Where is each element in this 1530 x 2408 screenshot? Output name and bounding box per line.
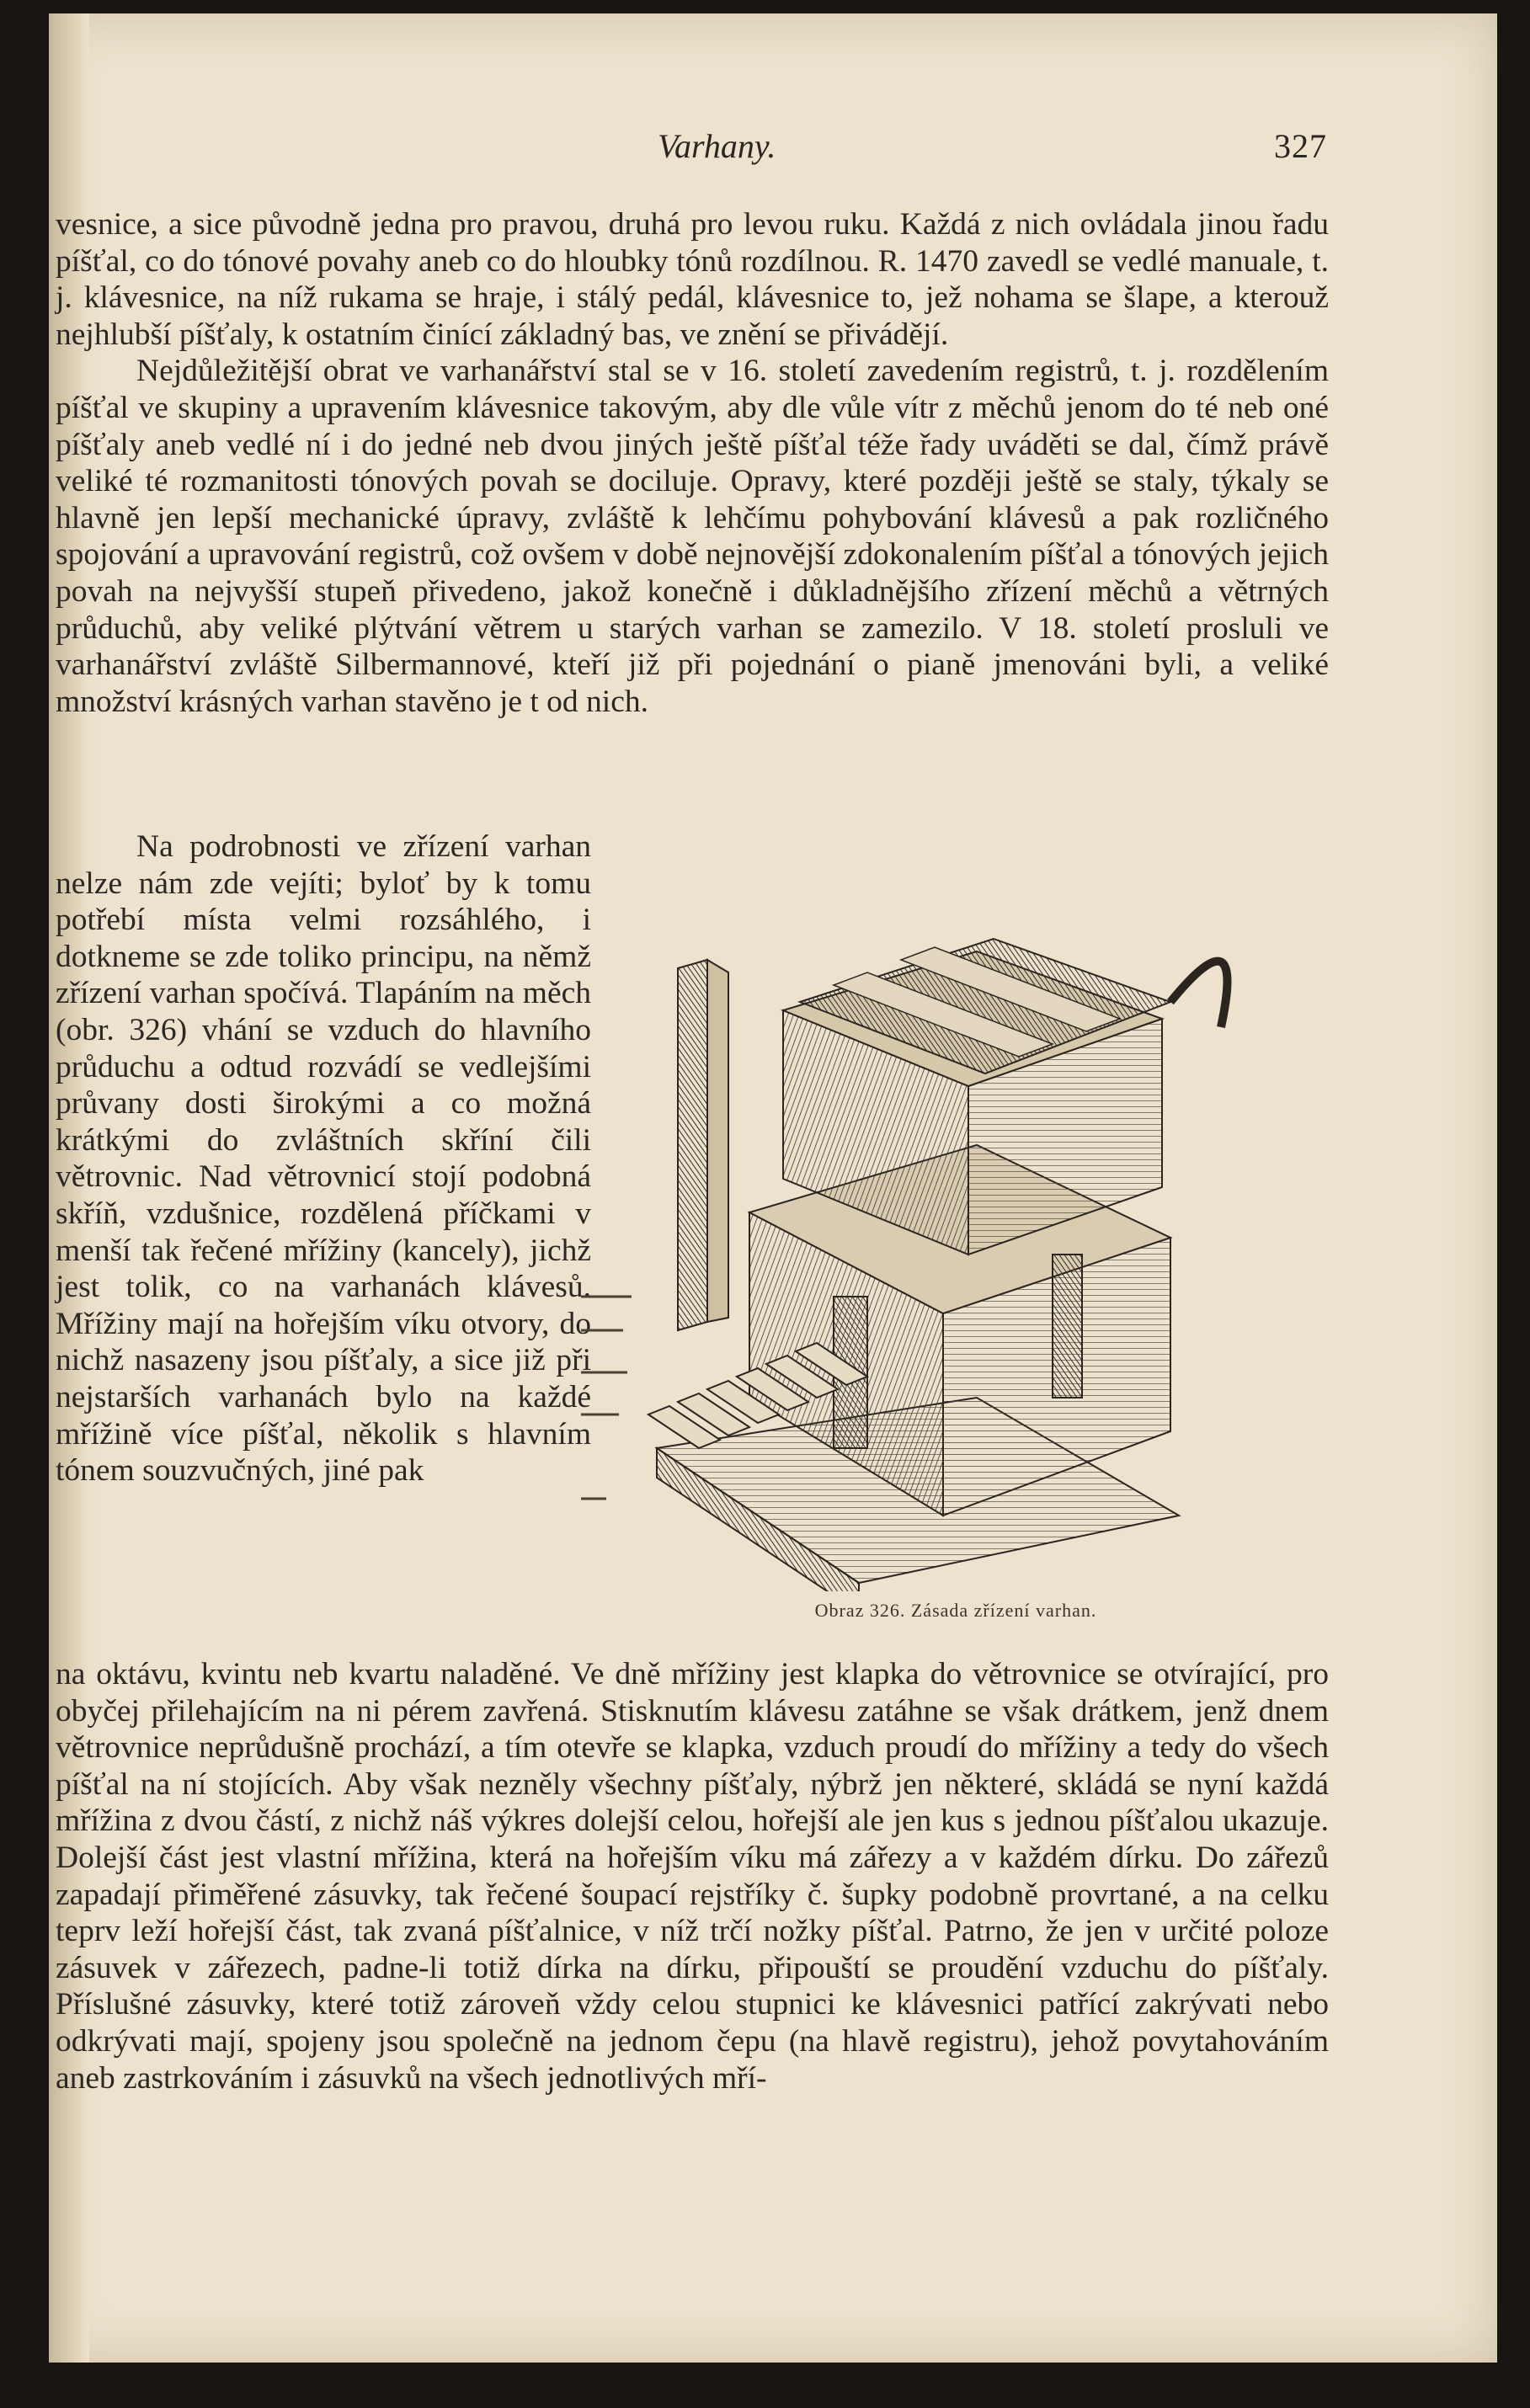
figure-caption: Obraz 326. Zásada zřízení varhan. <box>814 1600 1097 1621</box>
text-block-left-column <box>56 828 591 1489</box>
organ-windchest-icon <box>581 859 1330 1591</box>
page-header <box>56 126 1327 177</box>
page-number: 327 <box>1274 127 1327 165</box>
running-title: Varhany. <box>658 127 776 165</box>
paragraph-1: vesnice, a sice původně jedna pro pravou, druhá pro levou ruku. Každá z nich ovládala jinou řadu píšťal, co do tónové povahy aneb co do hloubky tónů rozdílnou. R. 1470 zavedl se vedlé manuale, t. j. klávesnice, na níž rukama se hraje, i stálý pedál, klávesnice to, jež nohama se šlape, a kterouž nejhlubší píšťaly, k ostatním činící základný bas, ve znění se přivádějí. <box>56 207 1329 352</box>
paragraph-2: Nejdůležitější obrat ve varhanářství stal se v 16. století zavedením registrů, t. j. rozdělením píšťal ve skupiny a upravením klávesnice takovým, aby dle vůle vítr z měchů jenom do té neb oné píšťaly aneb vedlé ní i do jedné neb dvou jiných ještě píšťal téže řady uváděti se dal, čímž právě veliké té rozmanitosti tónových povah se dociluje. Opravy, které později ještě se staly, týkaly se hlavně jen lepší mechanické úpravy, zvláště k lehčímu pohybování klávesů a pak rozličného spojování a upravování registrů, což ovšem v době nejnovější zdokonalením píšťal a tónových jejich povah na nejvyšší stupeň přivedeno, jakož konečně i důkladnějšího zřízení měchů a větrných průduchů, aby veliké plýtvání větrem u starých varhan se zamezilo. V 18. století prosluli ve varhanářství zvláště Silbermannové, kteří již při pojednání o pianě jmenováni byli, a veliké množství krásných varhan stavěno je t od nich. <box>56 354 1329 719</box>
text-block-bottom <box>56 1656 1329 2096</box>
text-block-top <box>56 206 1329 720</box>
paragraph-3-continued: na oktávu, kvintu neb kvartu naladěné. Ve dně mřížiny jest klapka do větrovnice se otvírající, pro obyčej přilehajícím na ni pérem zavřená. Stisknutím klávesu zatáhne se však drátkem, jenž dnem větrovnice neprůdušně prochází, a tím otevře se klapka, vzduch proudí do mřížiny a tedy do všech píšťal na ní stojících. Aby však nezněly všechny píšťaly, nýbrž jen některé, skládá se nyní každá mřížina z dvou částí, z nichž náš výkres dolejší celou, hořejší ale jen kus s jednou píšťalou ukazuje. Dolejší část jest vlastní mřížina, která na hořejším víku má zářezy a v každém dírku. Do zářezů zapadají přiměřené zásuvky, tak řečené šoupací rejstříky č. šupky podobně provrtané, a na celku teprv leží hořejší část, tak zvaná píšťalnice, v níž trčí nožky píšťal. Patrno, že jen v určité poloze zásuvek v zářezech, padne-li totiž dírka na dírku, připouští se proudění vzduchu do píšťaly. Příslušné zásuvky, které totiž zároveň vždy celou stupnici ke klávesnici patřící zakrývati nebo odkrývati mají, spojeny jsou společně na jednom čepu (na hlavě registru), jehož povytahováním aneb zastrkováním i zásuvků na všech jednotlivých mří- <box>56 1657 1329 2096</box>
figure-326 <box>581 859 1330 1642</box>
paragraph-3-left: Na podrobnosti ve zřízení varhan nelze nám zde vejíti; byloť by k tomu potřebí místa velmi rozsáhlého, i dotkneme se zde toliko principu, na němž zřízení varhan spočívá. Tlapáním na měch (obr. 326) vhání se vzduch do hlavního průduchu a odtud rozvádí se vedlejšími průvany dosti širokými a co možná krátkými do zvláštních skříní čili větrovnic. Nad větrovnicí stojí podobná skříň, vzdušnice, rozdělená příčkami v menší tak řečené mřížiny (kancely), jichž jest tolik, co na varhanách klávesů. Mřížiny mají na hořejším víku otvory, do nichž nasazeny jsou píšťaly, a sice již při nejstarších varhanách bylo na každé mřížině více píšťal, několik s hlavním tónem souzvučných, jiné pak <box>56 829 591 1489</box>
